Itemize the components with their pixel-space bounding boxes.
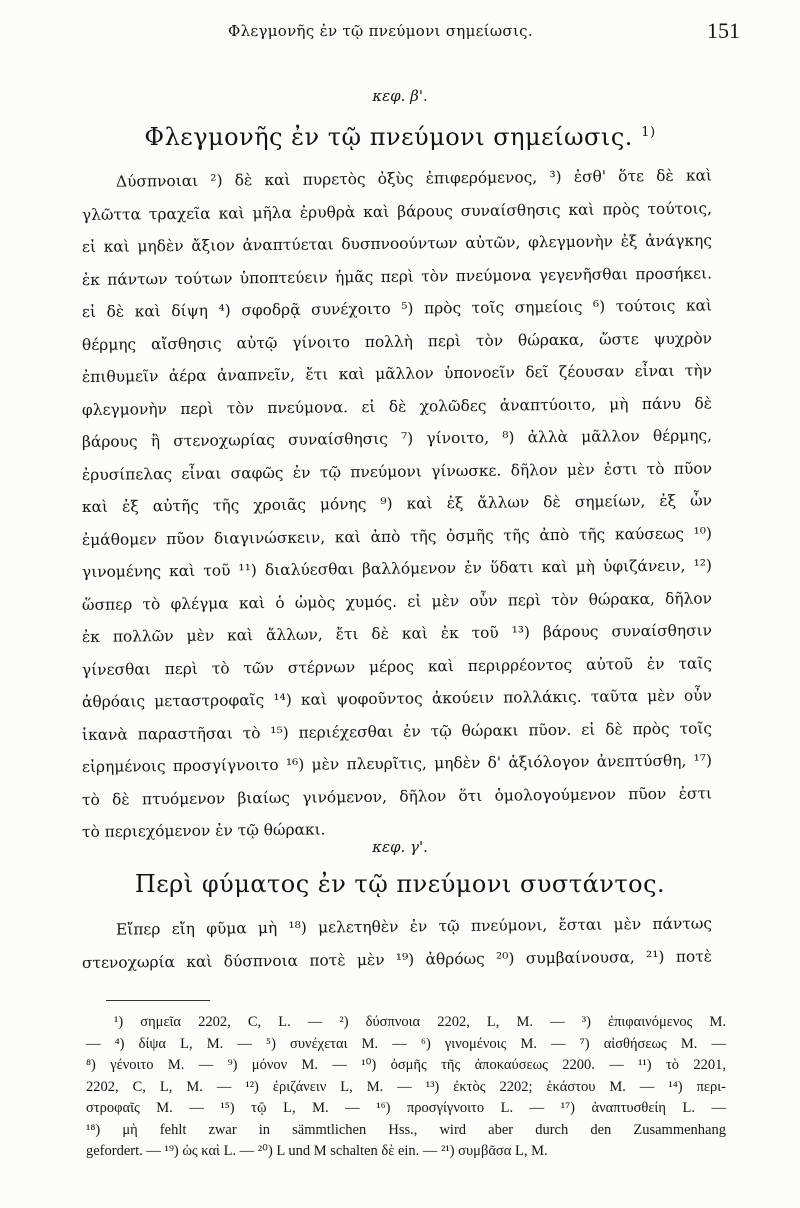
footnote-rule xyxy=(106,1000,210,1001)
text-line: ἐκ πάντων τούτων ὑποπτεύειν ἡμᾶς περὶ τὸν πνεύμονα γεγενῆσθαι προσήκει. xyxy=(81,263,713,289)
text-line: φλεγμονὴν περὶ τὸν πνεύμονα. εἰ δὲ χολῶδες ἀναπτύοιτο, μὴ πάνυ δὲ xyxy=(81,393,713,419)
text-line: τὸ δὲ πτυόμενον βιαίως γινόμενον, δῆλον ὅτι ὁμολογούμενον πῦον ἐστι xyxy=(81,783,713,809)
page-number: 151 xyxy=(707,18,740,43)
text-line: ἐρυσίπελας εἶναι σαφῶς ἐν τῷ πνεύμονι γίνωσκε. δῆλον μὲν ἐστι τὸ πῦον xyxy=(81,458,713,484)
footnote-line: ¹) σημεῖα 2202, C, L. — ²) δύσπνοια 2202, L, M. — ³) ἐπιφαινόμενος M. xyxy=(114,1014,726,1030)
text-line: στενοχωρία καὶ δύσπνοια ποτὲ μὲν ¹⁹) ἀθρόως ²⁰) συμβαίνουσα, ²¹) ποτὲ xyxy=(81,946,713,972)
footnote-line: gefordert. — ¹⁹) ὡς καὶ L. — ²⁰) L und M schalten δὲ ein. — ²¹) συμβᾶσα L, M. xyxy=(86,1143,548,1159)
footnotes xyxy=(86,1012,726,1163)
text-line: Δύσπνοιαι ²) δὲ καὶ πυρετὸς ὀξὺς ἐπιφερόμενος, ³) ἐσθ' ὅτε δὲ καὶ xyxy=(115,166,713,191)
running-title: Φλεγμονῆς ἐν τῷ πνεύμονι σημείωσις. xyxy=(228,22,533,40)
text-line: Εἴπερ εἴη φῦμα μὴ ¹⁸) μελετηθὲν ἐν τῷ πνεύμονι, ἔσται μὲν πάντως xyxy=(115,914,713,939)
text-line: τὸ περιεχόμενον ἐν τῷ θώρακι. xyxy=(81,820,326,841)
footnote-line: στροφαῖς M. — ¹⁵) τῷ L, M. — ¹⁶) προσγίγνοιτο L. — ¹⁷) ἀναπτυσθείη L. — xyxy=(86,1100,726,1116)
text-line: εἰ καὶ μηδὲν ἄξιον ἀναπτύεται δυσπνοούντων αὐτῶν, φλεγμονὴν ἐξ ἀνάγκης xyxy=(81,231,713,256)
text-line: θέρμης αἴσθησις αὐτῷ γίνοιτο πολλὴ περὶ τὸν θώρακα, ὥστε ψυχρὸν xyxy=(81,328,713,354)
footnote-line: ⁸) γένοιτο M. — ⁹) μόνον M. — ¹⁰) ὀσμῆς τῆς ἀποκαύσεως 2200. — ¹¹) τὸ 2201, xyxy=(86,1057,726,1073)
chapter-2-body xyxy=(82,166,712,849)
chapter-3-body xyxy=(82,914,712,979)
footnote-line: — ⁴) δίψα L, M. — ⁵) συνέχεται M. — ⁶) γινομένοις M. — ⁷) αἰσθήσεως M. — xyxy=(86,1035,726,1052)
chapter-2-title-text: Φλεγμονῆς ἐν τῷ πνεύμονι σημείωσις. xyxy=(144,123,633,151)
running-head xyxy=(60,18,740,46)
text-line: καὶ ἐξ αὐτῆς τῆς χροιᾶς μόνης ⁹) καὶ ἐξ ἄλλων δὲ σημείων, ἐξ ὧν xyxy=(81,491,713,516)
text-line: βάρους ἢ στενοχωρίας συναίσθησις ⁷) γίνοιτο, ⁸) ἀλλὰ μᾶλλον θέρμης, xyxy=(81,426,713,451)
text-line: γλῶττα τραχεῖα καὶ μῆλα ἐρυθρὰ καὶ βάρους συναίσθησις καὶ πρὸς τούτοις, xyxy=(81,198,713,224)
chapter-3-label: κεφ. γ'. xyxy=(372,838,428,856)
chapter-2-title xyxy=(0,123,800,151)
text-line: ἐμάθομεν πῦον διαγινώσκειν, καὶ ἀπὸ τῆς ὀσμῆς τῆς ἀπὸ τῆς καύσεως ¹⁰) xyxy=(81,523,713,549)
footnote-line: 2202, C, L, M. — ¹²) ἐριζάνειν L, M. — ¹³) ἐκτὸς 2202; ἑκάστου M. — ¹⁴) περι- xyxy=(86,1078,726,1095)
text-line: ἐπιθυμεῖν ἀέρα ἀναπνεῖν, ἔτι καὶ μᾶλλον ὑπονοεῖν δεῖ ζέουσαν εἶναι τὴν xyxy=(81,361,713,386)
chapter-2-title-note: 1) xyxy=(641,125,656,140)
text-line: γινομένης καὶ τοῦ ¹¹) διαλύεσθαι βαλλόμενον ἐν ὕδατι καὶ μὴ ὑφιζάνειν, ¹²) xyxy=(81,556,713,581)
chapter-3-title: Περὶ φύματος ἐν τῷ πνεύμονι συστάντος. xyxy=(134,870,666,898)
text-line: ἱκανὰ παραστῆσαι τὸ ¹⁵) περιέχεσθαι ἐν τῷ θώρακι πῦον. εἰ δὲ πρὸς τοῖς xyxy=(81,718,713,744)
text-line: ὥσπερ τὸ φλέγμα καὶ ὁ ὠμὸς χυμός. εἰ μὲν οὖν περὶ τὸν θώρακα, δῆλον xyxy=(81,588,713,614)
text-line: ἀθρόαις μεταστροφαῖς ¹⁴) καὶ ψοφοῦντος ἀκούειν πολλάκις. ταῦτα μὲν οὖν xyxy=(81,686,713,711)
footnote-line: ¹⁸) μὴ fehlt zwar in sämmtlichen Hss., wird aber durch den Zusammenhang xyxy=(86,1121,726,1138)
text-line: γίνεσθαι περὶ τὸ τῶν στέρνων μέρος καὶ περιρρέοντος αὐτοῦ ἐν ταῖς xyxy=(81,653,713,679)
chapter-2-label: κεφ. β'. xyxy=(372,87,428,105)
text-line: εἰρημένοις προσγίγνοιτο ¹⁶) μὲν πλευρῖτις, μηδὲν δ' ἀξιόλογον ἀνεπτύσθη, ¹⁷) xyxy=(81,751,713,776)
text-line: εἰ δὲ καὶ δίψη ⁴) σφοδρᾷ συνέχοιτο ⁵) πρὸς τοῖς σημείοις ⁶) τούτοις καὶ xyxy=(81,296,713,321)
text-line: ἐκ πολλῶν μὲν καὶ ἄλλων, ἔτι δὲ καὶ ἐκ τοῦ ¹³) βάρους συναίσθησιν xyxy=(81,621,713,646)
